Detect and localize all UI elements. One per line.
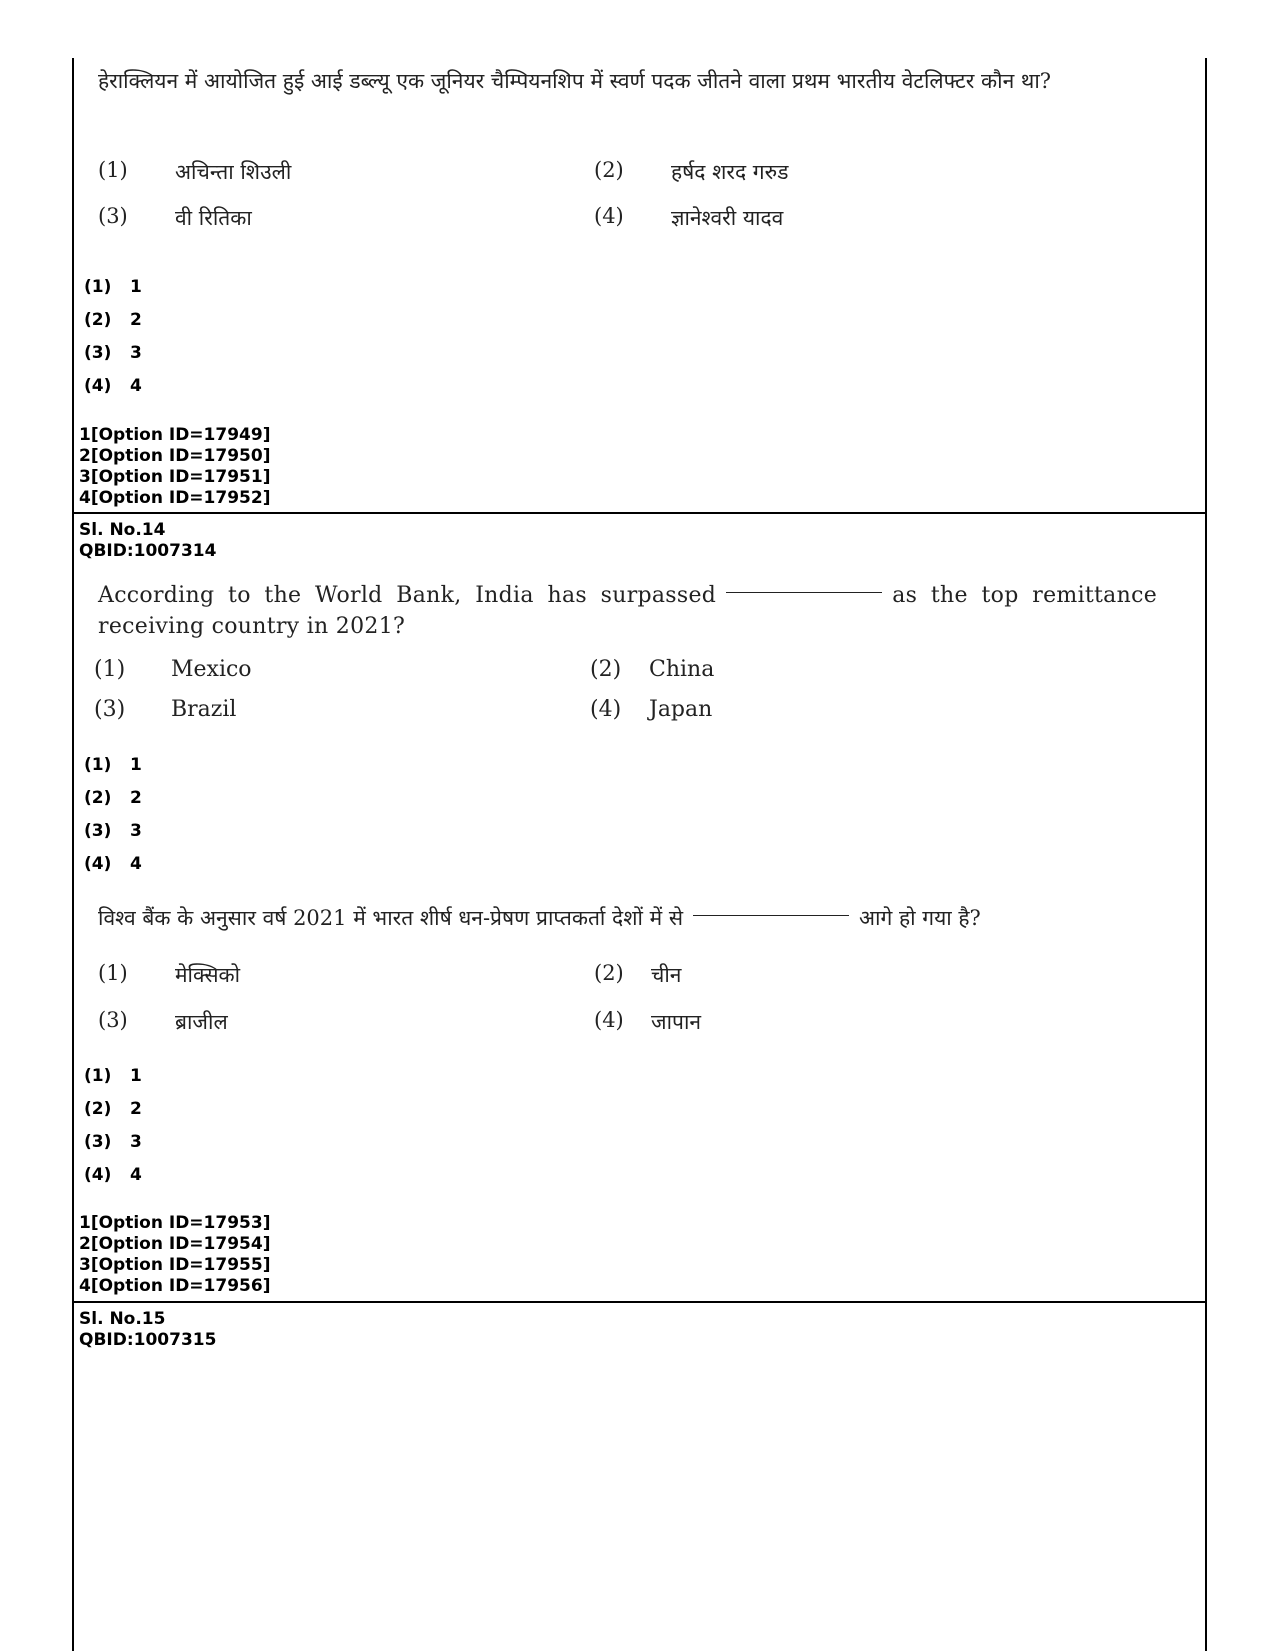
option-number: (1) — [94, 657, 126, 682]
q13-hindi-option-3 — [98, 204, 252, 232]
q14-hindi-option-1 — [98, 961, 240, 989]
option-id: 3[Option ID=17951] — [79, 467, 271, 487]
q13-hindi-question: हेराक्लियन में आयोजित हुई आई डब्ल्यू एक जूनियर चैम्पियनशिप में स्वर्ण पदक जीतने वाला प्रथम भारतीय वेटलिफ्टर कौन था? — [98, 69, 1052, 93]
option-text: वी रितिका — [175, 206, 252, 230]
option-number: (3) — [98, 1008, 128, 1032]
q14-hi-answer-choice-2[interactable]: (2) 2 — [84, 1099, 142, 1119]
q13-answer-choice-3[interactable]: (3) 3 — [84, 343, 142, 363]
q13-option-ids — [79, 425, 270, 509]
option-text: जापान — [651, 1010, 702, 1034]
q14-hi-answer-choice-3[interactable]: (3) 3 — [84, 1132, 142, 1152]
option-id: 1[Option ID=17949] — [79, 425, 271, 445]
q14-hindi-question: विश्व बैंक के अनुसार वर्ष 2021 में भारत शीर्ष धन-प्रेषण प्राप्तकर्ता देशों में से आगे हो गया है? — [98, 906, 981, 930]
option-number: (2) — [594, 158, 624, 182]
option-number: (4) — [594, 1008, 624, 1032]
q14-english-question: According to the World Bank, India has surpassed as the top remittance receiving country in 2021? — [98, 583, 1158, 639]
q14-english-option-1 — [94, 657, 252, 682]
option-number: (2) — [590, 657, 622, 682]
option-number: (1) — [98, 158, 128, 182]
q14-hindi-option-2 — [594, 961, 681, 989]
q14-hindi-option-4 — [594, 1008, 701, 1036]
q14-en-answer-choice-4[interactable]: (4) 4 — [84, 854, 142, 874]
option-number: (2) — [594, 961, 624, 985]
q13-hindi-option-4 — [594, 204, 783, 232]
q14-en-answer-choice-3[interactable]: (3) 3 — [84, 821, 142, 841]
qbid: QBID:1007314 — [79, 541, 217, 561]
section-divider — [74, 1301, 1205, 1303]
option-number: (3) — [98, 204, 128, 228]
blank-line — [726, 592, 882, 593]
q14-english-option-2 — [590, 657, 714, 682]
q15-header — [79, 1309, 216, 1351]
blank-line — [693, 915, 849, 916]
option-id: 1[Option ID=17953] — [79, 1213, 271, 1233]
section-divider — [74, 512, 1205, 514]
qbid: QBID:1007315 — [79, 1330, 217, 1350]
serial-number: Sl. No.14 — [79, 520, 166, 540]
q13-answer-choice-4[interactable]: (4) 4 — [84, 376, 142, 396]
q14-hindi-option-3 — [98, 1008, 228, 1036]
q14-en-answer-choice-1[interactable]: (1) 1 — [84, 755, 142, 775]
option-text: Japan — [649, 697, 713, 722]
option-id: 2[Option ID=17954] — [79, 1234, 271, 1254]
q13-hindi-option-1 — [98, 158, 291, 186]
option-number: (4) — [590, 697, 622, 722]
q14-header — [79, 520, 216, 562]
option-text: चीन — [651, 963, 682, 987]
q14-en-answer-choice-2[interactable]: (2) 2 — [84, 788, 142, 808]
option-text: अचिन्ता शिउली — [175, 160, 292, 184]
option-text: China — [649, 657, 715, 682]
option-id: 2[Option ID=17950] — [79, 446, 271, 466]
serial-number: Sl. No.15 — [79, 1309, 166, 1329]
option-id: 4[Option ID=17952] — [79, 488, 271, 508]
question-paper-page — [72, 58, 1207, 1651]
option-text: मेक्सिको — [175, 963, 241, 987]
option-id: 3[Option ID=17955] — [79, 1255, 271, 1275]
option-text: ज्ञानेश्वरी यादव — [671, 206, 784, 230]
option-text: Mexico — [171, 657, 252, 682]
option-number: (1) — [98, 961, 128, 985]
q13-hindi-option-2 — [594, 158, 788, 186]
option-number: (4) — [594, 204, 624, 228]
q14-english-option-4 — [590, 697, 712, 722]
option-number: (3) — [94, 697, 126, 722]
q14-option-ids — [79, 1213, 270, 1297]
q13-answer-choice-2[interactable]: (2) 2 — [84, 310, 142, 330]
q14-hi-answer-choice-1[interactable]: (1) 1 — [84, 1066, 142, 1086]
q13-answer-choice-1[interactable]: (1) 1 — [84, 277, 142, 297]
q14-english-option-3 — [94, 697, 236, 722]
option-id: 4[Option ID=17956] — [79, 1276, 271, 1296]
option-text: Brazil — [171, 697, 237, 722]
option-text: हर्षद शरद गरुड — [671, 160, 789, 184]
option-text: ब्राजील — [175, 1010, 228, 1034]
q14-hi-answer-choice-4[interactable]: (4) 4 — [84, 1165, 142, 1185]
